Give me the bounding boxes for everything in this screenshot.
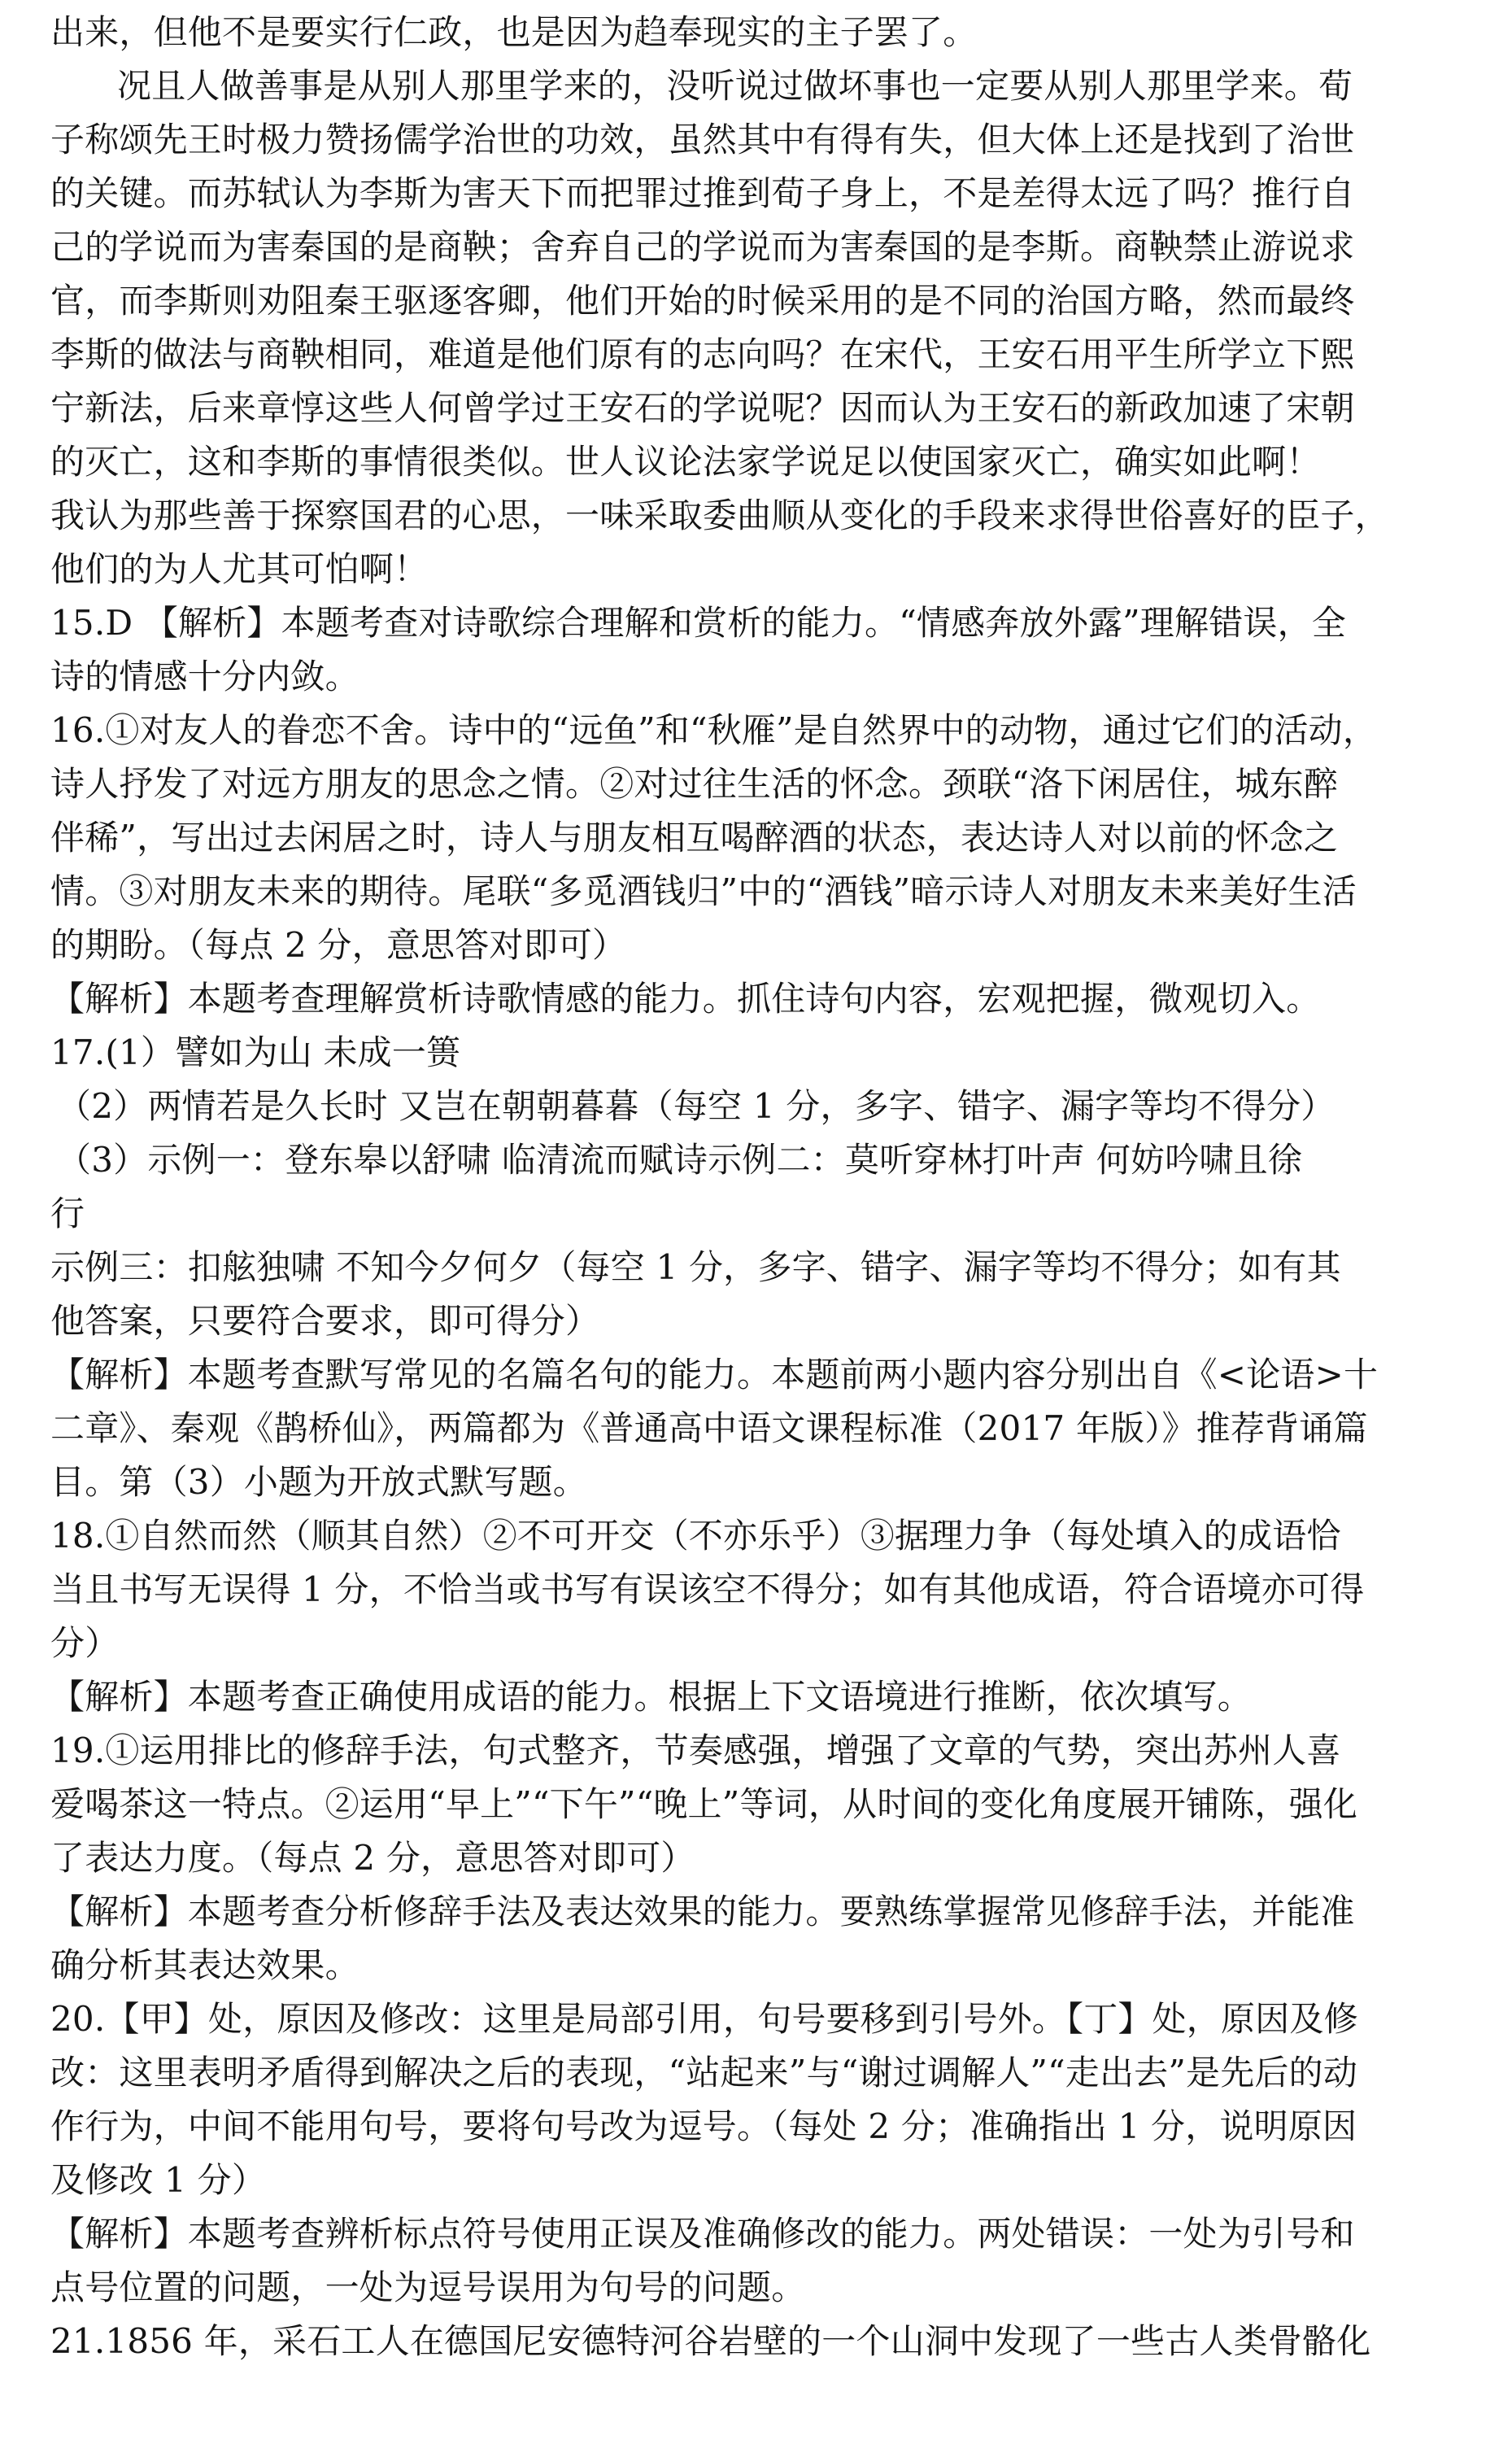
- text-line: 诗人抒发了对远方朋友的思念之情。②对过往生活的怀念。颈联“洛下闲居住，城东醉: [50, 764, 1339, 804]
- analysis-16: 【解析】本题考查理解赏析诗歌情感的能力。抓住诗句内容，宏观把握，微观切入。: [50, 979, 1321, 1019]
- text-line: 李斯的做法与商鞅相同，难道是他们原有的志向吗？在宋代，王安石用平生所学立下熙: [50, 334, 1355, 374]
- text-line: 分）: [50, 1623, 120, 1663]
- text-line: 宁新法，后来章惇这些人何曾学过王安石的学说呢？因而认为王安石的新政加速了宋朝: [50, 388, 1355, 428]
- text-line: 子称颂先王时极力赞扬儒学治世的功效，虽然其中有得有失，但大体上还是找到了治世: [50, 120, 1355, 159]
- answer-17: 17.(1）譬如为山 未成一篑: [50, 1032, 461, 1072]
- answer-18: 18.①自然而然（顺其自然）②不可开交（不亦乐乎）③据理力争（每处填入的成语恰: [50, 1516, 1341, 1556]
- answer-16: 16.①对友人的眷恋不舍。诗中的“远鱼”和“秋雁”是自然界中的动物，通过它们的活动，: [50, 710, 1378, 750]
- text-line: 点号位置的问题，一处为逗号误用为句号的问题。: [50, 2267, 806, 2307]
- answer-21: 21.1856 年，采石工人在德国尼安德特河谷岩壁的一个山洞中发现了一些古人类骨骼化: [50, 2321, 1371, 2361]
- text-line: 及修改 1 分）: [50, 2160, 267, 2200]
- text-line: 的期盼。（每点 2 分，意思答对即可）: [50, 925, 627, 965]
- text-line: 目。第（3）小题为开放式默写题。: [50, 1462, 587, 1502]
- text-line: 官，而李斯则劝阻秦王驱逐客卿，他们开始的时候采用的是不同的治国方略，然而最终: [50, 281, 1355, 321]
- analysis-18: 【解析】本题考查正确使用成语的能力。根据上下文语境进行推断，依次填写。: [50, 1677, 1253, 1717]
- text-line: 了表达力度。（每点 2 分，意思答对即可）: [50, 1838, 695, 1878]
- text-line: 的关键。而苏轼认为李斯为害天下而把罪过推到荀子身上，不是差得太远了吗？推行自: [50, 173, 1355, 213]
- answer-20: 20.【甲】处，原因及修改：这里是局部引用，句号要移到引号外。【丁】处，原因及修: [50, 1999, 1358, 2039]
- analysis-17: 【解析】本题考查默写常见的名篇名句的能力。本题前两小题内容分别出自《<论语>十: [50, 1355, 1379, 1394]
- answer-15: 15.D 【解析】本题考查对诗歌综合理解和赏析的能力。“情感奔放外露”理解错误，全: [50, 603, 1346, 643]
- text-line: （2）两情若是久长时 又岂在朝朝暮暮（每空 1 分，多字、错字、漏字等均不得分）: [57, 1086, 1336, 1126]
- text-line: 改：这里表明矛盾得到解决之后的表现，“站起来”与“谢过调解人”“走出去”是先后的动: [50, 2053, 1358, 2093]
- text-line: 己的学说而为害秦国的是商鞅；舍弃自己的学说而为害秦国的是李斯。商鞅禁止游说求: [50, 227, 1355, 267]
- text-line: 爱喝茶这一特点。②运用“早上”“下午”“晚上”等词，从时间的变化角度展开铺陈，强化: [50, 1784, 1358, 1824]
- analysis-19: 【解析】本题考查分析修辞手法及表达效果的能力。要熟练掌握常见修辞手法，并能准: [50, 1892, 1355, 1931]
- text-line: 我认为那些善于探察国君的心思，一味采取委曲顺从变化的手段来求得世俗喜好的臣子，: [50, 495, 1389, 535]
- text-line: 诗的情感十分内敛。: [50, 657, 359, 696]
- analysis-20: 【解析】本题考查辨析标点符号使用正误及准确修改的能力。两处错误：一处为引号和: [50, 2214, 1355, 2254]
- answer-19: 19.①运用排比的修辞手法，句式整齐，节奏感强，增强了文章的气势，突出苏州人喜: [50, 1730, 1341, 1770]
- text-line: 他们的为人尤其可怕啊！: [50, 549, 429, 589]
- text-line: 行: [50, 1194, 85, 1233]
- text-line: 况且人做善事是从别人那里学来的，没听说过做坏事也一定要从别人那里学来。荀: [117, 66, 1353, 106]
- text-line: 当且书写无误得 1 分，不恰当或书写有误该空不得分；如有其他成语，符合语境亦可得: [50, 1569, 1365, 1609]
- text-line: 情。③对朋友未来的期待。尾联“多觅酒钱归”中的“酒钱”暗示诗人对朋友未来美好生活: [50, 871, 1357, 911]
- text-line: 的灭亡，这和李斯的事情很类似。世人议论法家学说足以使国家灭亡，确实如此啊！: [50, 442, 1321, 482]
- text-line: 二章》、秦观《鹊桥仙》，两篇都为《普通高中语文课程标准（2017 年版）》推荐背诵篇: [50, 1408, 1368, 1448]
- text-line: 他答案，只要符合要求，即可得分）: [50, 1301, 600, 1341]
- text-line: （3）示例一：登东皋以舒啸 临清流而赋诗示例二：莫听穿林打叶声 何妨吟啸且徐: [57, 1140, 1303, 1180]
- text-line: 作行为，中间不能用句号，要将句号改为逗号。（每处 2 分；准确指出 1 分，说明原因: [50, 2106, 1357, 2146]
- text-line: 出来，但他不是要实行仁政，也是因为趋奉现实的主子罢了。: [50, 12, 978, 52]
- text-line: 确分析其表达效果。: [50, 1945, 359, 1985]
- text-line: 示例三：扣舷独啸 不知今夕何夕（每空 1 分，多字、错字、漏字等均不得分；如有其: [50, 1247, 1341, 1287]
- text-line: 伴稀”，写出过去闲居之时，诗人与朋友相互喝醉酒的状态，表达诗人对以前的怀念之: [50, 818, 1339, 858]
